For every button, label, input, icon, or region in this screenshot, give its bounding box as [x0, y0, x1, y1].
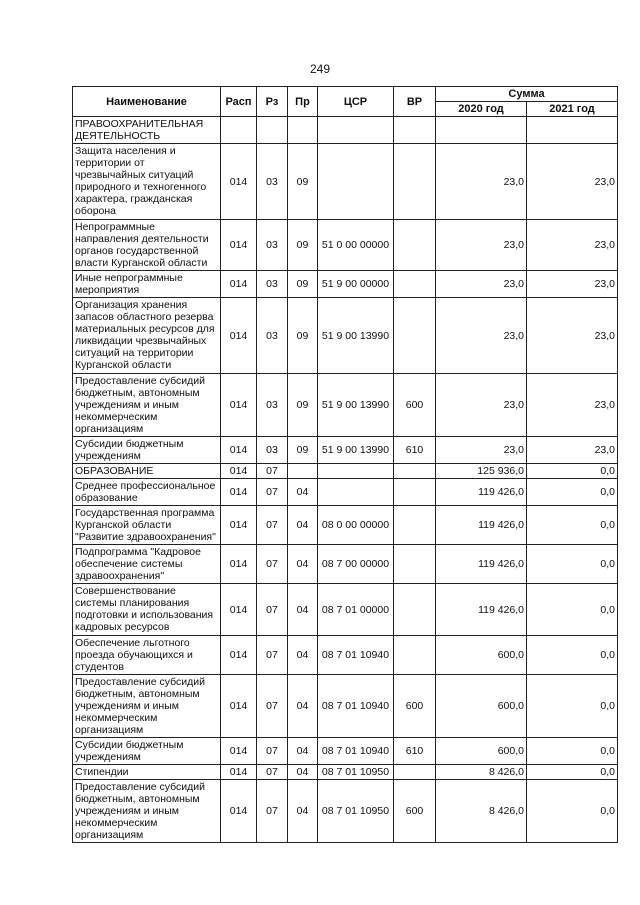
cell-pr: 09: [288, 144, 318, 220]
cell-vr: [394, 506, 436, 545]
cell-pr: 04: [288, 545, 318, 584]
cell-sum-2020: 23,0: [436, 437, 527, 464]
cell-sum-2020: 119 426,0: [436, 584, 527, 636]
cell-rz: 03: [257, 271, 288, 298]
cell-csr: 51 0 00 00000: [318, 220, 394, 271]
table-row: [73, 765, 618, 780]
cell-rz: 03: [257, 437, 288, 464]
cell-pr: 04: [288, 765, 318, 780]
cell-vr: 610: [394, 437, 436, 464]
col-header-year-2021: 2021 год: [527, 102, 618, 117]
cell-rasp: 014: [221, 298, 257, 374]
cell-vr: [394, 144, 436, 220]
page-number: 249: [309, 62, 331, 76]
cell-sum-2021: 0,0: [527, 765, 618, 780]
cell-name: Среднее профессиональное образование: [73, 479, 221, 506]
cell-pr: 04: [288, 584, 318, 636]
cell-sum-2020: 600,0: [436, 738, 527, 765]
cell-pr: [288, 464, 318, 479]
cell-pr: 04: [288, 506, 318, 545]
cell-sum-2020: 23,0: [436, 271, 527, 298]
cell-sum-2020: [436, 117, 527, 144]
cell-rasp: 014: [221, 545, 257, 584]
cell-sum-2021: 23,0: [527, 271, 618, 298]
cell-pr: 09: [288, 220, 318, 271]
cell-csr: 08 7 01 10950: [318, 765, 394, 780]
cell-sum-2021: 0,0: [527, 545, 618, 584]
cell-name: Непрограммные направления деятельности органов государственной власти Курганской области: [73, 220, 221, 271]
cell-rasp: 014: [221, 506, 257, 545]
cell-sum-2021: 0,0: [527, 636, 618, 675]
cell-vr: 600: [394, 780, 436, 843]
cell-rasp: 014: [221, 479, 257, 506]
cell-name: ОБРАЗОВАНИЕ: [73, 464, 221, 479]
cell-rasp: 014: [221, 271, 257, 298]
cell-sum-2021: 0,0: [527, 738, 618, 765]
cell-csr: 08 7 01 10950: [318, 780, 394, 843]
cell-rz: 07: [257, 464, 288, 479]
table-row: [73, 780, 618, 843]
cell-rz: 07: [257, 765, 288, 780]
cell-rasp: 014: [221, 780, 257, 843]
cell-rasp: 014: [221, 584, 257, 636]
cell-pr: 04: [288, 738, 318, 765]
table-row: [73, 437, 618, 464]
cell-sum-2020: 23,0: [436, 220, 527, 271]
table-row: [73, 479, 618, 506]
cell-name: Предоставление субсидий бюджетным, автономным учреждениям и иным некоммерческим организациям: [73, 374, 221, 437]
col-header-name: Наименование: [73, 87, 221, 117]
cell-name: Организация хранения запасов областного резерва материальных ресурсов для ликвидации чрезвычайных ситуаций на территории Курганской области: [73, 298, 221, 374]
cell-pr: 04: [288, 636, 318, 675]
cell-csr: 51 9 00 13990: [318, 437, 394, 464]
table-row: [73, 271, 618, 298]
cell-sum-2020: 8 426,0: [436, 780, 527, 843]
cell-vr: [394, 765, 436, 780]
cell-rasp: 014: [221, 144, 257, 220]
cell-csr: 51 9 00 13990: [318, 374, 394, 437]
cell-csr: 08 7 01 10940: [318, 675, 394, 738]
cell-name: Субсидии бюджетным учреждениям: [73, 437, 221, 464]
table-row: [73, 117, 618, 144]
cell-sum-2020: 8 426,0: [436, 765, 527, 780]
cell-rasp: 014: [221, 220, 257, 271]
cell-sum-2020: 23,0: [436, 144, 527, 220]
cell-sum-2021: 0,0: [527, 584, 618, 636]
cell-csr: [318, 117, 394, 144]
cell-rasp: 014: [221, 765, 257, 780]
cell-pr: 09: [288, 271, 318, 298]
cell-sum-2020: 125 936,0: [436, 464, 527, 479]
cell-name: Субсидии бюджетным учреждениям: [73, 738, 221, 765]
cell-rasp: 014: [221, 464, 257, 479]
cell-rz: 07: [257, 675, 288, 738]
table-row: [73, 584, 618, 636]
cell-sum-2020: 600,0: [436, 675, 527, 738]
table-body: [73, 117, 618, 843]
cell-sum-2021: 23,0: [527, 144, 618, 220]
cell-sum-2020: 119 426,0: [436, 506, 527, 545]
col-header-rasp: Расп: [221, 87, 257, 117]
cell-sum-2020: 119 426,0: [436, 545, 527, 584]
cell-name: Стипендии: [73, 765, 221, 780]
cell-vr: [394, 479, 436, 506]
col-header-rz: Рз: [257, 87, 288, 117]
cell-sum-2021: 0,0: [527, 506, 618, 545]
cell-rz: 07: [257, 584, 288, 636]
cell-sum-2020: 23,0: [436, 298, 527, 374]
cell-sum-2020: 23,0: [436, 374, 527, 437]
cell-vr: [394, 117, 436, 144]
cell-vr: [394, 636, 436, 675]
cell-name: Подпрограмма "Кадровое обеспечение системы здравоохранения": [73, 545, 221, 584]
cell-name: Обеспечение льготного проезда обучающихся и студентов: [73, 636, 221, 675]
col-header-sum: Сумма: [436, 87, 618, 102]
cell-csr: 08 7 00 00000: [318, 545, 394, 584]
cell-rz: 07: [257, 506, 288, 545]
cell-vr: [394, 584, 436, 636]
cell-pr: 09: [288, 374, 318, 437]
cell-vr: [394, 298, 436, 374]
table-row: [73, 738, 618, 765]
cell-sum-2021: 23,0: [527, 298, 618, 374]
cell-csr: 08 0 00 00000: [318, 506, 394, 545]
cell-csr: 08 7 01 10940: [318, 636, 394, 675]
cell-rz: 07: [257, 479, 288, 506]
cell-rasp: 014: [221, 675, 257, 738]
cell-name: Государственная программа Курганской области "Развитие здравоохранения": [73, 506, 221, 545]
col-header-csr: ЦСР: [318, 87, 394, 117]
cell-rz: 03: [257, 220, 288, 271]
cell-sum-2020: 119 426,0: [436, 479, 527, 506]
cell-name: ПРАВООХРАНИТЕЛЬНАЯ ДЕЯТЕЛЬНОСТЬ: [73, 117, 221, 144]
cell-pr: [288, 117, 318, 144]
cell-sum-2021: 0,0: [527, 479, 618, 506]
cell-csr: 08 7 01 00000: [318, 584, 394, 636]
cell-name: Защита населения и территории от чрезвычайных ситуаций природного и техногенного характера, гражданская оборона: [73, 144, 221, 220]
table-row: [73, 464, 618, 479]
cell-csr: 51 9 00 00000: [318, 271, 394, 298]
table-row: [73, 374, 618, 437]
cell-vr: [394, 220, 436, 271]
table-header: [73, 87, 618, 117]
cell-name: Иные непрограммные мероприятия: [73, 271, 221, 298]
cell-rasp: 014: [221, 636, 257, 675]
table-row: [73, 675, 618, 738]
cell-sum-2021: 23,0: [527, 437, 618, 464]
cell-pr: 04: [288, 479, 318, 506]
cell-name: Совершенствование системы планирования подготовки и использования кадровых ресурсов: [73, 584, 221, 636]
cell-pr: 09: [288, 437, 318, 464]
cell-rasp: 014: [221, 738, 257, 765]
cell-name: Предоставление субсидий бюджетным, автономным учреждениям и иным некоммерческим организациям: [73, 780, 221, 843]
cell-pr: 04: [288, 780, 318, 843]
col-header-year-2020: 2020 год: [436, 102, 527, 117]
cell-vr: 600: [394, 374, 436, 437]
cell-rz: 03: [257, 374, 288, 437]
cell-sum-2021: [527, 117, 618, 144]
table-row: [73, 545, 618, 584]
cell-vr: 600: [394, 675, 436, 738]
cell-sum-2021: 23,0: [527, 374, 618, 437]
cell-vr: 610: [394, 738, 436, 765]
cell-pr: 04: [288, 675, 318, 738]
table-row: [73, 298, 618, 374]
budget-table: [72, 86, 618, 843]
cell-pr: 09: [288, 298, 318, 374]
col-header-pr: Пр: [288, 87, 318, 117]
cell-rz: 07: [257, 545, 288, 584]
cell-sum-2021: 0,0: [527, 780, 618, 843]
cell-csr: 08 7 01 10940: [318, 738, 394, 765]
cell-csr: 51 9 00 13990: [318, 298, 394, 374]
cell-rasp: 014: [221, 437, 257, 464]
cell-sum-2021: 0,0: [527, 675, 618, 738]
cell-vr: [394, 271, 436, 298]
cell-csr: [318, 479, 394, 506]
cell-csr: [318, 144, 394, 220]
table-row: [73, 636, 618, 675]
cell-rz: 07: [257, 738, 288, 765]
cell-vr: [394, 464, 436, 479]
cell-sum-2020: 600,0: [436, 636, 527, 675]
cell-rasp: 014: [221, 374, 257, 437]
cell-rz: 07: [257, 780, 288, 843]
table-row: [73, 506, 618, 545]
cell-rz: 03: [257, 144, 288, 220]
cell-rz: 07: [257, 636, 288, 675]
col-header-vr: ВР: [394, 87, 436, 117]
cell-rz: 03: [257, 298, 288, 374]
cell-sum-2021: 0,0: [527, 464, 618, 479]
table-row: [73, 144, 618, 220]
cell-rasp: [221, 117, 257, 144]
cell-sum-2021: 23,0: [527, 220, 618, 271]
table-row: [73, 220, 618, 271]
cell-vr: [394, 545, 436, 584]
cell-name: Предоставление субсидий бюджетным, автономным учреждениям и иным некоммерческим организациям: [73, 675, 221, 738]
cell-rz: [257, 117, 288, 144]
cell-csr: [318, 464, 394, 479]
